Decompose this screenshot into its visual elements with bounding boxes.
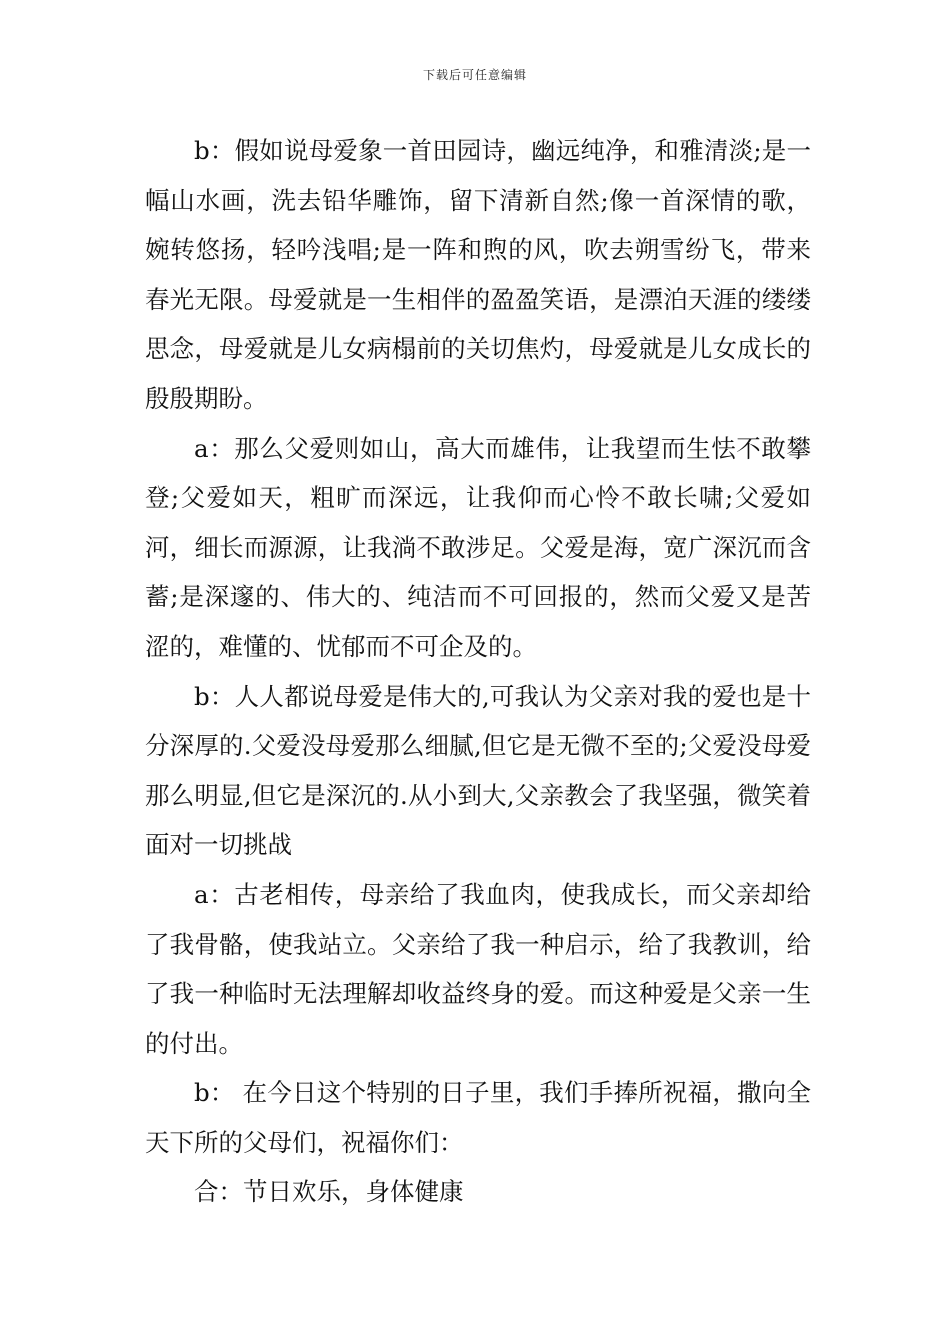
paragraph: 合：节日欢乐，身体健康: [194, 1177, 464, 1207]
paragraph: b：人人都说母爱是伟大的,可我认为父亲对我的爱也是十分深厚的.父爱没母爱那么细腻,但它是无微不至的;父爱没母爱那么明显,但它是深沉的.从小到大,父亲教会了我坚强，微笑着面对一切挑战: [145, 681, 811, 860]
page-header: 下载后可任意编辑: [422, 68, 527, 82]
paragraph: b： 在今日这个特别的日子里，我们手捧所祝福，撒向全天下所的父母们，祝福你们：: [145, 1078, 811, 1157]
paragraph: a：那么父爱则如山，高大而雄伟，让我望而生怯不敢攀登;父爱如天，粗旷而深远，让我仰而心怜不敢长啸;父爱如河，细长而源源，让我淌不敢涉足。父爱是海，宽广深沉而含蓄;是深邃的、伟大的、纯洁而不可回报的，然而父爱又是苦涩的，难懂的、忧郁而不可企及的。: [145, 433, 811, 661]
paragraph: b：假如说母爱象一首田园诗，幽远纯净，和雅清淡;是一幅山水画，洗去铅华雕饰，留下清新自然;像一首深情的歌，婉转悠扬，轻吟浅唱;是一阵和煦的风，吹去朔雪纷飞，带来春光无限。母爱就是一生相伴的盈盈笑语，是漂泊天涯的缕缕思念，母爱就是儿女病榻前的关切焦灼，母爱就是儿女成长的殷殷期盼。: [145, 136, 811, 413]
paragraph: a：古老相传，母亲给了我血肉，使我成长，而父亲却给了我骨骼，使我站立。父亲给了我一种启示，给了我教训，给了我一种临时无法理解却收益终身的爱。而这种爱是父亲一生的付出。: [145, 879, 811, 1058]
document-body: [145, 126, 811, 1217]
